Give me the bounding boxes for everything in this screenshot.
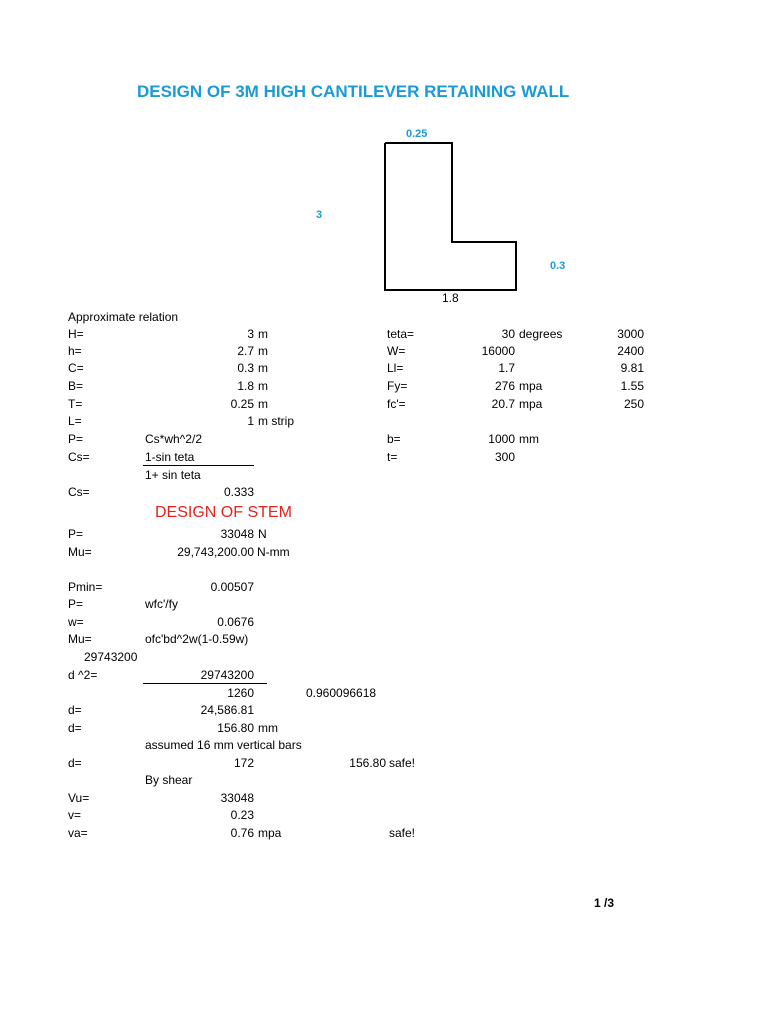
t-unit: m <box>258 397 268 411</box>
fy-value: 276 <box>494 379 515 393</box>
d2-extra: 0.960096618 <box>306 686 377 700</box>
h-stem-unit: m <box>258 344 268 358</box>
p-formula: Cs*wh^2/2 <box>145 432 202 446</box>
d2-fraction-bar <box>143 683 267 684</box>
h-stem-label: h= <box>68 344 82 358</box>
ll-value: 1.7 <box>498 361 515 375</box>
b-base-unit: m <box>258 379 268 393</box>
d3-value: 172 <box>233 756 254 770</box>
l-value: 1 <box>247 414 254 428</box>
d1b-unit: mm <box>258 721 278 735</box>
cs-label: Cs= <box>68 450 90 464</box>
b-base-label: B= <box>68 379 84 393</box>
d1-value: 24,586.81 <box>200 703 254 717</box>
fc-label: fc'= <box>387 397 406 411</box>
fy-label: Fy= <box>387 379 408 393</box>
c-label: C= <box>68 361 84 375</box>
teta-value: 30 <box>501 327 515 341</box>
page-number: 1 /3 <box>594 896 615 910</box>
shear-label: By shear <box>145 773 193 787</box>
va-safe-note: safe! <box>389 826 416 840</box>
d3-safe-note: safe! <box>389 756 416 770</box>
cs-result-label: Cs= <box>68 485 90 499</box>
t-thk-label: t= <box>387 450 398 464</box>
fy-extra: 1.55 <box>620 379 644 393</box>
h-stem-value: 2.7 <box>237 344 254 358</box>
stem-mu-value: 29,743,200.00 <box>177 545 254 559</box>
b-width-label: b= <box>387 432 401 446</box>
stem-mu-unit: N-mm <box>257 545 290 559</box>
b-width-value: 1000 <box>488 432 515 446</box>
fc-value: 20.7 <box>491 397 515 411</box>
fc-extra: 250 <box>623 397 644 411</box>
dim-base-length: 1.8 <box>442 291 459 305</box>
stem-p-value: 33048 <box>220 527 254 541</box>
stem-p-unit: N <box>258 527 267 541</box>
stem-p2-formula: wfc'/fy <box>145 597 178 611</box>
d2-denominator: 1260 <box>227 686 254 700</box>
stem-mu-label: Mu= <box>68 545 92 559</box>
w-extra: 2400 <box>617 344 644 358</box>
teta-extra: 3000 <box>617 327 644 341</box>
p-label: P= <box>68 432 84 446</box>
fc-unit: mpa <box>519 397 543 411</box>
l-label: L= <box>68 414 82 428</box>
cs-numerator: 1-sin teta <box>145 450 195 464</box>
va-label: va= <box>68 826 88 840</box>
b-base-value: 1.8 <box>237 379 254 393</box>
d1-label: d= <box>68 703 82 717</box>
cs-fraction-bar <box>143 465 254 466</box>
d3-extra-value: 156.80 <box>349 756 386 770</box>
wall-outline <box>385 143 516 290</box>
b-width-unit: mm <box>519 432 539 446</box>
dim-stem-top: 0.25 <box>406 128 428 140</box>
va-unit: mpa <box>258 826 282 840</box>
ll-label: Ll= <box>387 361 404 375</box>
c-unit: m <box>258 361 268 375</box>
d2-numerator: 29743200 <box>200 668 254 682</box>
d1b-value: 156.80 <box>217 721 254 735</box>
page-title: DESIGN OF 3M HIGH CANTILEVER RETAINING WALL <box>137 82 570 101</box>
w-ratio-label: w= <box>68 615 84 629</box>
t-thk-value: 300 <box>494 450 515 464</box>
cs-result-value: 0.333 <box>223 485 254 499</box>
l-unit: m strip <box>258 414 294 428</box>
w-value: 16000 <box>481 344 515 358</box>
d1b-label: d= <box>68 721 82 735</box>
h-total-value: 3 <box>247 327 254 341</box>
fy-unit: mpa <box>519 379 543 393</box>
w-label: W= <box>387 344 406 358</box>
h-total-label: H= <box>68 327 84 341</box>
teta-label: teta= <box>387 327 415 341</box>
stem-mu2-label: Mu= <box>68 632 92 646</box>
c-value: 0.3 <box>237 361 254 375</box>
teta-unit: degrees <box>519 327 563 341</box>
assumed-note: assumed 16 mm vertical bars <box>145 738 302 752</box>
pmin-label: Pmin= <box>68 580 103 594</box>
stem-p2-label: P= <box>68 597 84 611</box>
vu-value: 33048 <box>220 791 254 805</box>
cs-denominator: 1+ sin teta <box>145 468 201 482</box>
mu-number: 29743200 <box>84 650 138 664</box>
d2-label: d ^2= <box>68 668 98 682</box>
vu-label: Vu= <box>68 791 90 805</box>
t-label: T= <box>68 397 83 411</box>
stem-mu2-formula: ofc'bd^2w(1-0.59w) <box>145 632 249 646</box>
ll-extra: 9.81 <box>620 361 644 375</box>
dim-height: 3 <box>316 209 323 221</box>
t-value: 0.25 <box>230 397 254 411</box>
approx-label: Approximate relation <box>68 310 179 324</box>
dim-base-thickness: 0.3 <box>550 260 566 272</box>
pmin-value: 0.00507 <box>210 580 254 594</box>
stem-p-label: P= <box>68 527 84 541</box>
h-total-unit: m <box>258 327 268 341</box>
w-ratio-value: 0.0676 <box>217 615 254 629</box>
v-label: v= <box>68 808 82 822</box>
va-value: 0.76 <box>230 826 254 840</box>
stem-heading: DESIGN OF STEM <box>155 504 292 521</box>
d3-label: d= <box>68 756 82 770</box>
v-value: 0.23 <box>230 808 254 822</box>
